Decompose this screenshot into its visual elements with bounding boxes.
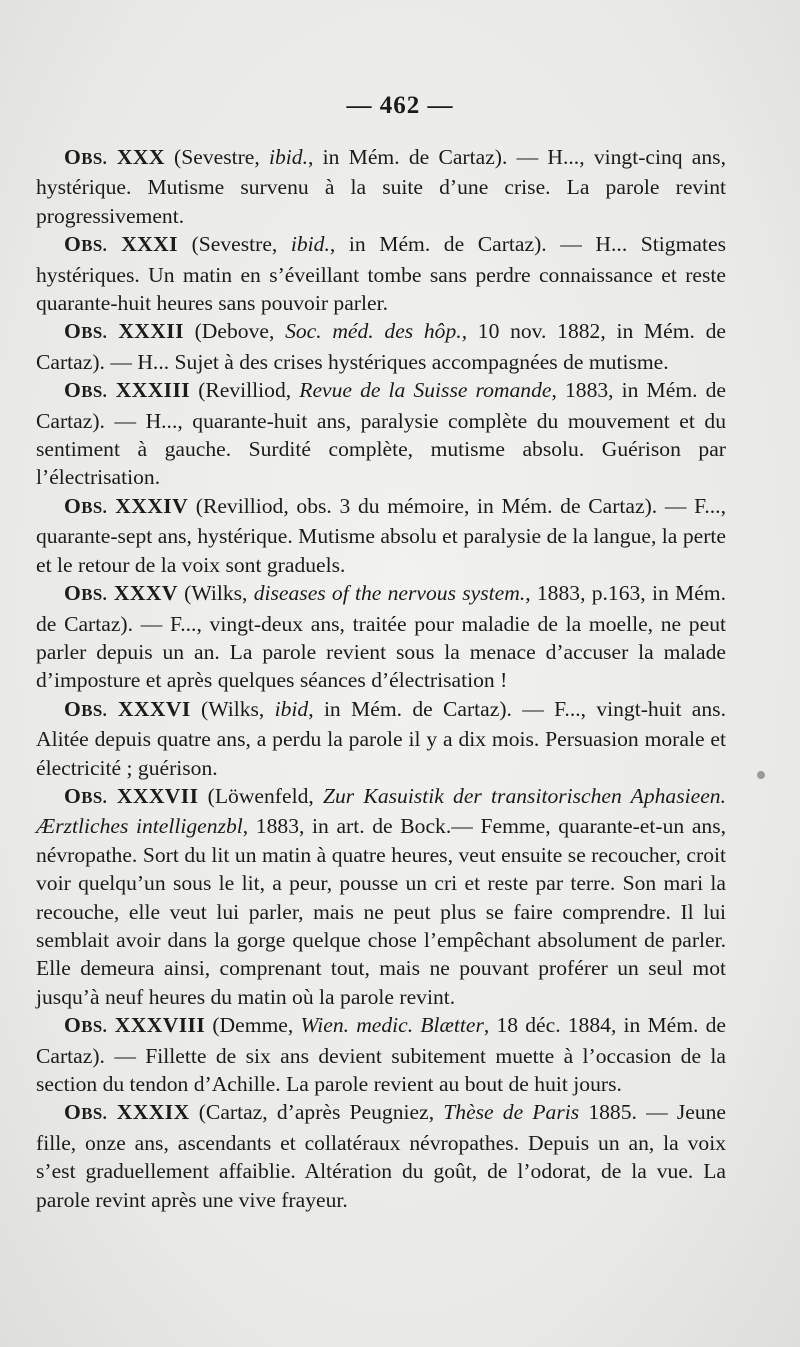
observation-number: XXXI [121,232,178,257]
label-initial: O [64,319,82,344]
observation-number: XXXVII [116,783,199,808]
observation-8 [36,782,726,1011]
observation-5 [36,492,726,579]
observation-label [64,697,191,721]
observation-body: (Wilks, diseases of the nervous system., 1883, p.163, in Mém. de Cartaz). — F..., vingt-deux ans, traitée pour maladie de la moelle, ne peut parler depuis un an. La parole revient sous la menace d’accuser la malade d’imposture et après quelques séances d’électrisation ! [36,581,726,693]
label-rest: BS. [81,1104,108,1124]
label-rest: BS. [81,497,108,517]
label-rest: BS. [81,700,108,720]
observation-body: (Revilliod, obs. 3 du mémoire, in Mém. de Cartaz). — F..., quarante-sept ans, hystérique. Mutisme absolu et paralysie de la langue, la perte et le retour de la voix sont graduels. [36,493,726,577]
observation-number: XXXIV [115,493,189,518]
label-initial: O [64,696,82,721]
label-initial: O [64,378,82,403]
observation-label [64,1100,190,1124]
observation-body: (Demme, Wien. medic. Blætter, 18 déc. 1884, in Mém. de Cartaz). — Fillette de six ans devient subitement muette à l’occasion de la section du tendon d’Achille. La parole revient au bout de huit jours. [36,1013,726,1096]
observation-4 [36,376,726,492]
label-initial: O [64,145,82,169]
observation-number: XXXIX [116,1100,190,1125]
observation-number: XXXII [118,319,184,344]
observation-number: XXXIII [115,378,191,403]
observation-10 [36,1098,726,1214]
label-initial: O [64,1100,82,1125]
observation-label [64,1013,205,1037]
observation-label [64,494,188,518]
observation-label [64,145,165,169]
observation-number: XXX [116,145,165,169]
label-initial: O [64,232,82,257]
label-rest: BS. [81,323,108,343]
observation-number: XXXVI [117,696,191,721]
observation-body: (Revilliod, Revue de la Suisse romande, 1883, in Mém. de Cartaz). — H..., quarante-huit ans, paralysie complète du mouvement et du sentiment à gauche. Surdité complète, mutisme absolu. Guérison par l’électrisation. [36,378,726,490]
page-number: — 462 — [346,92,454,119]
label-rest: BS. [81,236,108,256]
label-initial: O [64,783,82,808]
label-rest: BS. [81,382,108,402]
observation-number: XXXVIII [114,1013,206,1038]
label-rest: BS. [81,787,108,807]
label-rest: BS. [81,1017,108,1037]
label-initial: O [64,1013,82,1038]
observation-9 [36,1011,726,1098]
observation-body: (Debove, Soc. méd. des hôp., 10 nov. 1882, in Mém. de Cartaz). — H... Sujet à des crises hystériques accompagnées de mutisme. [36,319,726,374]
observation-1 [36,143,726,230]
label-initial: O [64,493,82,518]
observation-2 [36,230,726,317]
observation-body: (Löwenfeld, Zur Kasuistik der transitorischen Aphasieen. Ærztliches intelligenzbl, 1883, in art. de Bock.— Femme, quarante-et-un ans, névropathe. Sort du lit un matin à quatre heures, veut ensuite se recoucher, croit voir quelqu’un sous le lit, a peur, pousse un cri et reste par terre. Son mari la recouche, elle veut lui parler, mais ne peut plus se faire comprendre. Il lui semblait avoir dans la gorge quelque chose l’empêchant absolument de parler. Elle demeura ainsi, comprenant tout, mais ne pouvant proférer un seul mot jusqu’à neuf heures du matin où la parole revint. [36,783,726,1009]
observation-body: (Wilks, ibid, in Mém. de Cartaz). — F..., vingt-huit ans. Alitée depuis quatre ans, a perdu la parole il y a dix mois. Persuasion morale et électricité ; guérison. [36,696,726,780]
observation-3 [36,317,726,376]
observation-label [64,784,198,808]
observations-text [36,143,726,1214]
observation-label [64,378,190,402]
paper-speck [757,771,765,779]
observation-7 [36,695,726,782]
observation-6 [36,579,726,695]
observation-label [64,232,178,256]
observation-body: (Cartaz, d’après Peugniez, Thèse de Paris 1885. — Jeune fille, onze ans, ascendants et collatéraux névropathes. Depuis un an, la voix s’est graduellement affaiblie. Altération du goût, de l’odorat, de la vue. La parole revint après une vive frayeur. [36,1100,726,1212]
observation-number: XXXV [113,581,178,606]
observation-body: (Sevestre, ibid., in Mém. de Cartaz). — H..., vingt-cinq ans, hystérique. Mutisme survenu à la suite d’une crise. La parole revint progressivement. [36,145,726,228]
label-rest: BS. [81,149,108,168]
label-rest: BS. [81,585,108,605]
observation-label [64,581,178,605]
observation-label [64,319,184,343]
observation-body: (Sevestre, ibid., in Mém. de Cartaz). — H... Stigmates hystériques. Un matin en s’éveillant tombe sans perdre connaissance et reste quarante-huit heures sans pouvoir parler. [36,232,726,316]
label-initial: O [64,581,82,606]
